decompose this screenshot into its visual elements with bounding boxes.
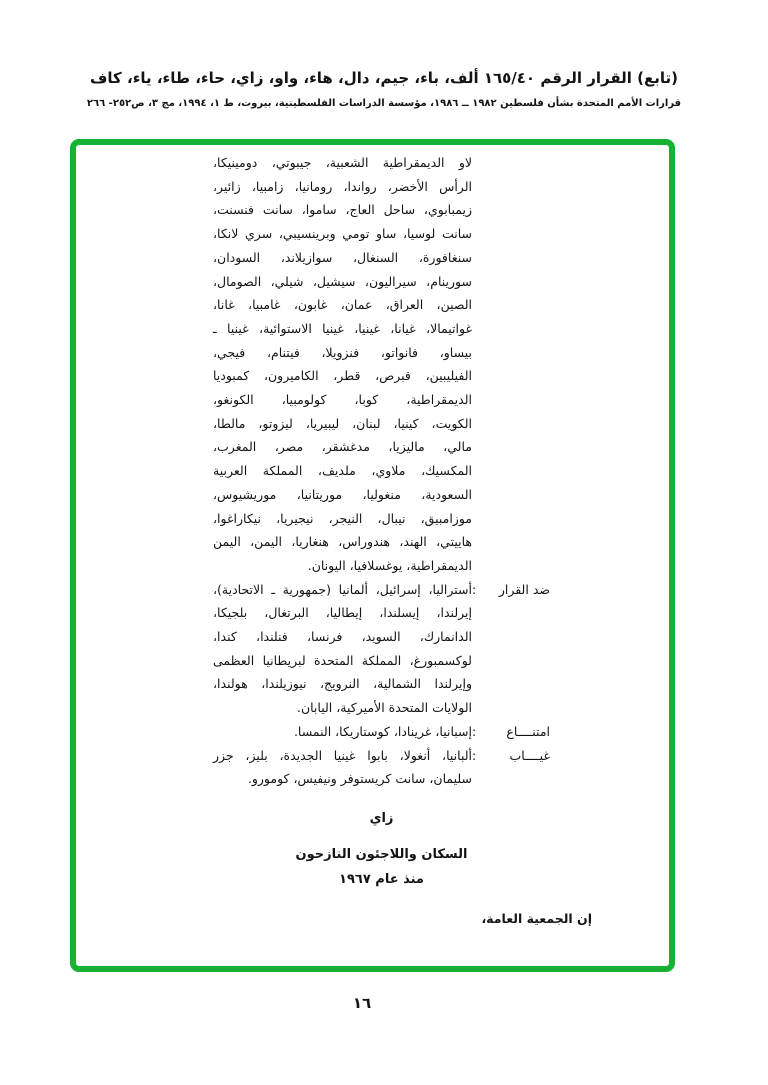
abstain-line: امتنــــاع : إسبانيا، غرينادا، كوستاريكا، النمسا. — [213, 720, 550, 744]
section-letter: زاي — [369, 810, 394, 826]
text-line: مالي، ماليزيا، مدغشقر، مصر، المغرب، — [213, 439, 472, 455]
text-line: غواتيمالا، غيانا، غينيا، غينيا الاستوائية، غينيا ـ — [213, 320, 472, 336]
text-line: بيساو، فانواتو، فنزويلا، فيتنام، فيجي، — [213, 344, 472, 360]
assembly-opening: إن الجمعية العامة، — [481, 911, 592, 927]
text-line: الفيليبين، قبرص، قطر، الكاميرون، كمبوديا — [213, 368, 472, 384]
text-line: لاو الديمقراطية الشعبية، جيبوتي، دومينيكا، — [213, 155, 472, 170]
text-line: سانت لوسيا، ساو تومي وبرينسيبي، سري لانكا، — [213, 226, 472, 242]
citation-line: قرارات الأمم المتحدة بشأن فلسطين ١٩٨٢ ــ ١٩٨٦، مؤسسة الدراسات الفلسطينية، بيروت، ط ١، ١٩٩٤، مج ٣، ص٢٥٢- ٢٦٦ — [86, 98, 682, 109]
text-line: سليمان، سانت كريستوفر ونيفيس، كومورو. — [247, 771, 472, 787]
text-line: الديمقراطية، يوغسلافيا، اليونان. — [307, 557, 472, 573]
page-header — [0, 66, 768, 111]
resolution-title: (تابع) القرار الرقم ١٦٥/٤٠ ألف، باء، جيم، دال، هاء، واو، زاي، حاء، طاء، ياء، كاف — [90, 69, 678, 87]
colon: : — [472, 723, 477, 739]
text-line: الديمقراطية، كوبا، كولومبيا، الكونغو، — [213, 392, 472, 408]
content-border-box — [70, 139, 675, 972]
text-line: السعودية، منغوليا، موريتانيا، موريشيوس، — [213, 486, 472, 502]
text-line: الصين، العراق، عمان، غابون، غامبيا، غانا، — [213, 297, 472, 313]
colon: : — [472, 581, 477, 597]
text-line: إيرلندا، إيسلندا، إيطاليا، البرتغال، بلجيكا، — [213, 605, 472, 621]
against-first-line: ضد القرار : أستراليا، إسرائيل، ألمانيا (جمهورية ـ الاتحادية)، — [213, 578, 550, 602]
section-title: السكان واللاجئون النازحون — [295, 846, 468, 862]
text-line: موزامبيق، نيبال، النيجر، نيجيريا، نيكاراغوا، — [213, 510, 472, 526]
text-line: سورينام، سيراليون، سيشيل، شيلي، الصومال، — [213, 273, 472, 289]
text-line: سنغافورة، السنغال، سوازيلاند، السودان، — [213, 249, 472, 265]
text-line: الولايات المتحدة الأميركية، اليابان. — [296, 700, 472, 716]
text-line: الدانمارك، السويد، فرنسا، فنلندا، كندا، — [213, 629, 472, 645]
colon: : — [472, 747, 477, 763]
section-subtitle: منذ عام ١٩٦٧ — [339, 872, 424, 888]
page-number: ١٦ — [352, 994, 372, 1012]
text-line: لوكسمبورغ، المملكة المتحدة لبريطانيا العظمى — [213, 652, 472, 668]
text-line: وإيرلندا الشمالية، النرويج، نيوزيلندا، هولندا، — [213, 676, 472, 692]
text-line: الكويت، كينيا، لبنان، ليبيريا، ليزوتو، مالطا، — [213, 415, 472, 431]
against-vote-label: ضد القرار : — [472, 578, 550, 602]
absent-vote-label: غيــــاب : — [472, 744, 550, 768]
vote-record-text — [213, 151, 592, 931]
text-line: المكسيك، ملاوي، ملديف، المملكة العربية — [213, 463, 472, 479]
text-line: الرأس الأخضر، رواندا، رومانيا، زامبيا، زائير، — [213, 178, 472, 194]
text-line: زيمبابوي، ساحل العاج، ساموا، سانت فنسنت، — [213, 202, 472, 218]
text-line: هاييتي، الهند، هندوراس، هنغاريا، اليمن، اليمن — [213, 534, 472, 550]
absent-first-line: غيــــاب : ألبانيا، أنغولا، بابوا غينيا الجديدة، بليز، جزر — [213, 744, 550, 768]
abstain-vote-label: امتنــــاع : — [472, 720, 550, 744]
